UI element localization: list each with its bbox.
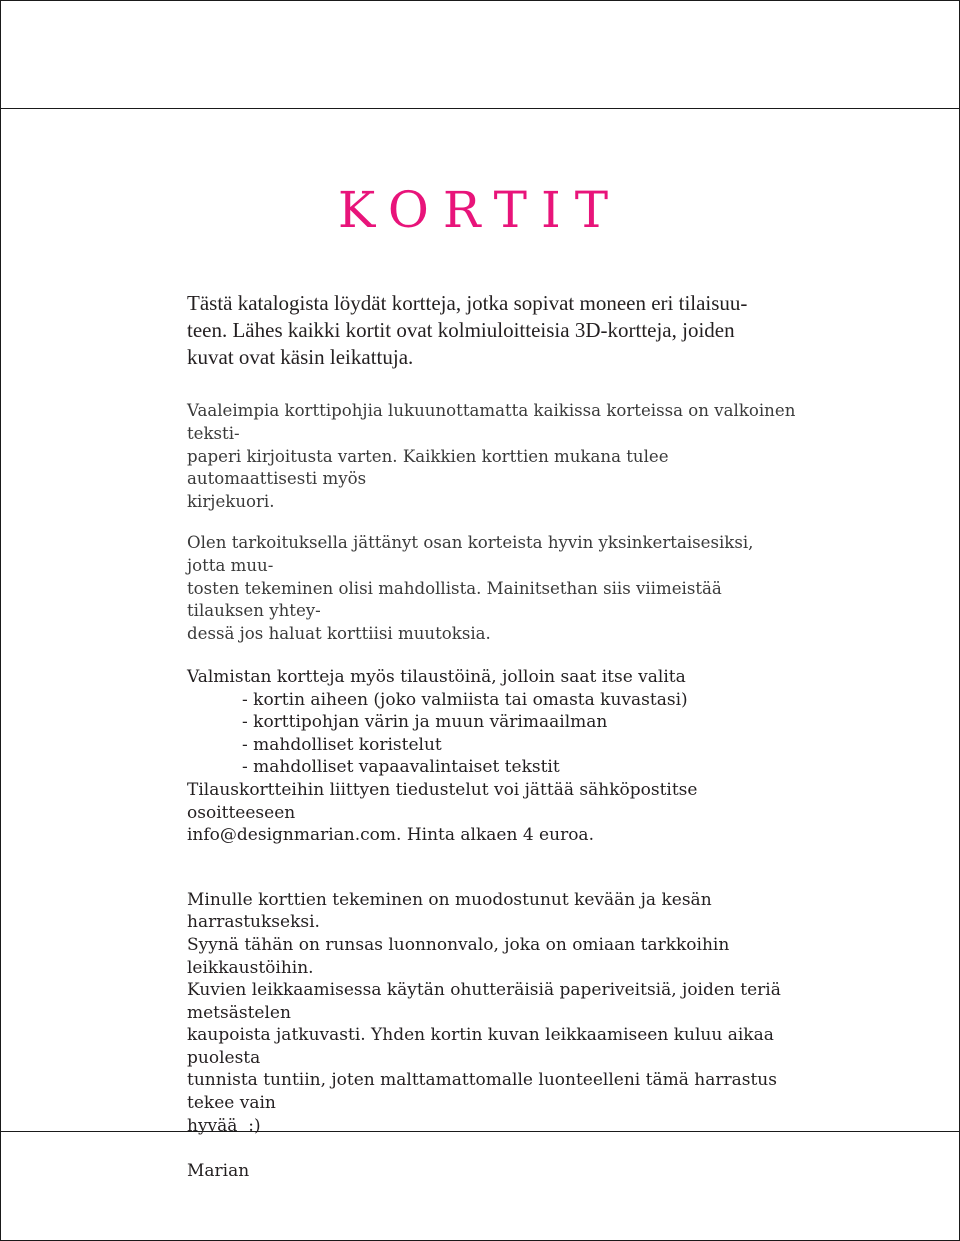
order-intro: Valmistan kortteja myös tilaustöinä, jolloin saat itse valita bbox=[187, 666, 686, 687]
order-option: - mahdolliset vapaavalintaiset tekstit bbox=[242, 757, 560, 778]
order-option: - kortin aiheen (joko valmiista tai omasta kuvastasi) bbox=[242, 689, 688, 710]
paper-line: paperi kirjoitusta varten. Kaikkien korttien mukana tulee automaattisesti myös bbox=[187, 446, 669, 489]
modification-line: tosten tekeminen olisi mahdollista. Mainitsethan siis viimeistää tilauksen yhtey- bbox=[187, 578, 722, 621]
order-contact-line: info@designmarian.com. Hinta alkaen 4 euroa. bbox=[187, 825, 594, 846]
paper-line: kirjekuori. bbox=[187, 492, 275, 512]
about-line: hyvää :) bbox=[187, 1115, 261, 1136]
order-contact-line: Tilauskortteihin liittyen tiedustelut voi jättää sähköpostitse osoitteeseen bbox=[187, 779, 698, 823]
intro-line: Tästä katalogista löydät kortteja, jotka sopivat moneen eri tilaisuu- bbox=[187, 291, 748, 315]
intro-line: kuvat ovat käsin leikattuja. bbox=[187, 345, 414, 369]
paper-paragraph bbox=[187, 400, 797, 514]
about-line: Kuvien leikkaamisessa käytän ohutteräisiä paperiveitsiä, joiden teriä metsästelen bbox=[187, 980, 781, 1023]
intro-line: teen. Lähes kaikki kortit ovat kolmiuloitteisia 3D-kortteja, joiden bbox=[187, 318, 735, 342]
page-title: KORTIT bbox=[337, 181, 623, 239]
custom-order-section bbox=[187, 666, 797, 847]
about-paragraph bbox=[187, 889, 797, 1138]
intro-paragraph bbox=[187, 290, 797, 371]
about-line: tunnista tuntiin, joten malttamattomalle luonteelleni tämä harrastus tekee vain bbox=[187, 1070, 777, 1114]
order-option: - korttipohjan värin ja muun värimaailman bbox=[242, 712, 608, 733]
about-line: Minulle korttien tekeminen on muodostunut kevään ja kesän harrastukseksi. bbox=[187, 889, 712, 933]
about-line: kaupoista jatkuvasti. Yhden kortin kuvan leikkaamiseen kuluu aikaa puolesta bbox=[187, 1025, 774, 1068]
main-content bbox=[187, 290, 797, 1183]
modification-line: dessä jos haluat korttiisi muutoksia. bbox=[187, 624, 491, 644]
order-option: - mahdolliset koristelut bbox=[242, 734, 442, 755]
signature: Marian bbox=[187, 1161, 250, 1182]
about-line: Syynä tähän on runsas luonnonvalo, joka on omiaan tarkkoihin leikkaustöihin. bbox=[187, 934, 730, 978]
top-rule bbox=[0, 108, 960, 109]
modification-paragraph bbox=[187, 532, 797, 646]
modification-line: Olen tarkoituksella jättänyt osan korteista hyvin yksinkertaisesiksi, jotta muu- bbox=[187, 532, 754, 575]
paper-line: Vaaleimpia korttipohjia lukuunottamatta kaikissa korteissa on valkoinen teksti- bbox=[187, 401, 796, 443]
